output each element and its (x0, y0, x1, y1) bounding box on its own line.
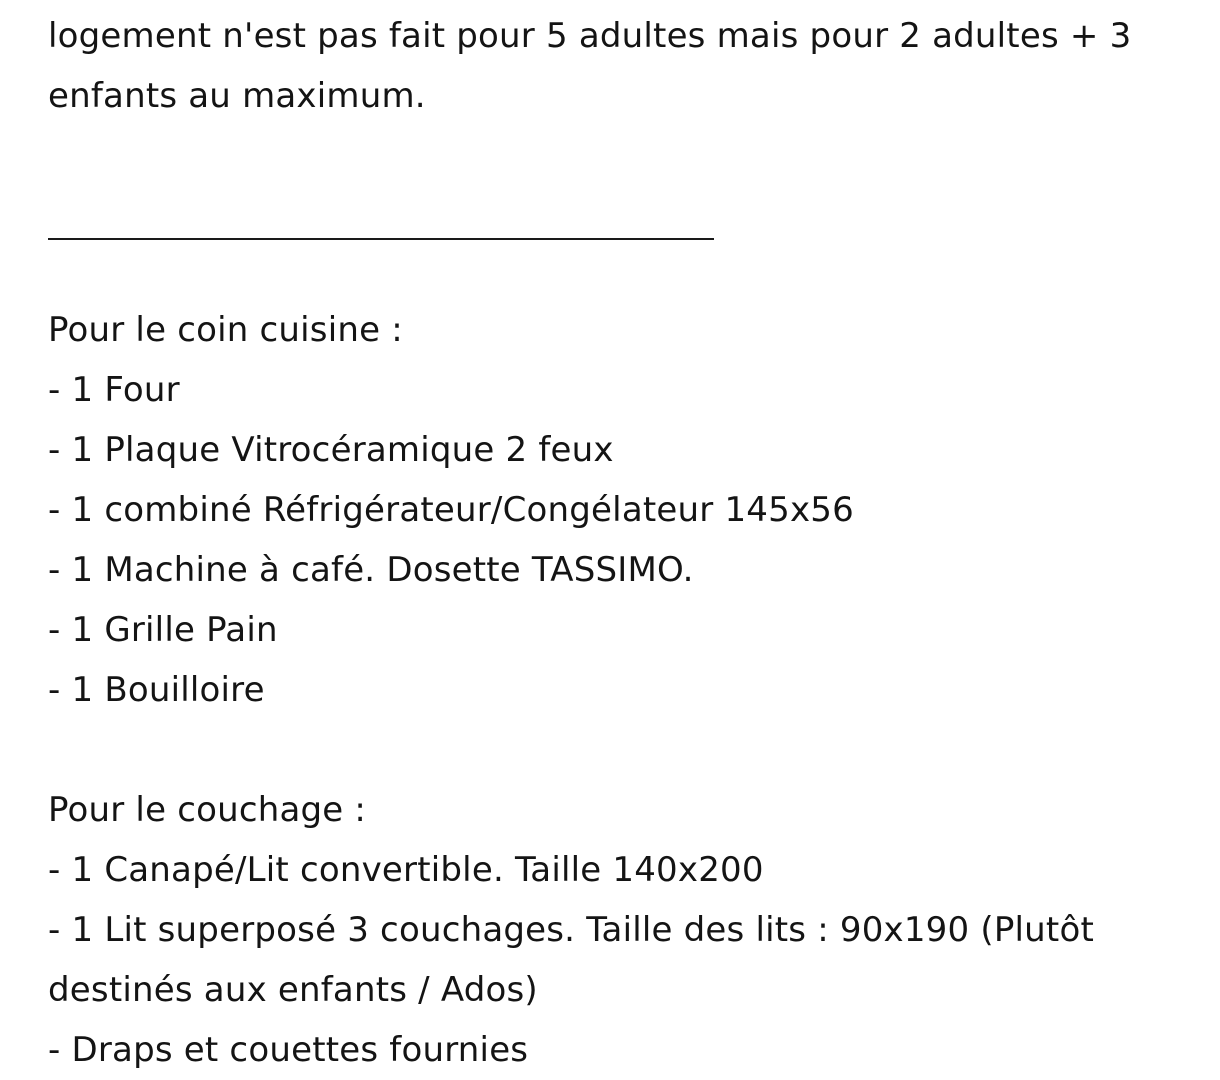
intro-line-2: enfants au maximum. (48, 76, 426, 116)
sleeping-item-bunk-bed: - 1 Lit superposé 3 couchages. Taille des lits : 90x190 (Plutôt (48, 910, 1094, 950)
document-body (48, 0, 1188, 1080)
kitchen-item-oven: - 1 Four (48, 370, 180, 410)
kitchen-item-toaster: - 1 Grille Pain (48, 610, 278, 650)
kitchen-item-fridge: - 1 combiné Réfrigérateur/Congélateur 145x56 (48, 490, 854, 530)
section-gap (48, 720, 1188, 780)
kitchen-item-hob: - 1 Plaque Vitrocéramique 2 feux (48, 430, 614, 470)
intro-line-1: logement n'est pas fait pour 5 adultes mais pour 2 adultes + 3 (48, 16, 1132, 56)
section-divider (48, 238, 714, 240)
sleeping-item-linens: - Draps et couettes fournies (48, 1030, 529, 1070)
kitchen-item-coffee-machine: - 1 Machine à café. Dosette TASSIMO. (48, 550, 694, 590)
sleeping-heading: Pour le couchage : (48, 790, 367, 830)
kitchen-heading: Pour le coin cuisine : (48, 310, 403, 350)
sleeping-item-bunk-bed-continued: destinés aux enfants / Ados) (48, 970, 538, 1010)
kitchen-item-kettle: - 1 Bouilloire (48, 670, 265, 710)
sleeping-item-sofa-bed: - 1 Canapé/Lit convertible. Taille 140x200 (48, 850, 764, 890)
